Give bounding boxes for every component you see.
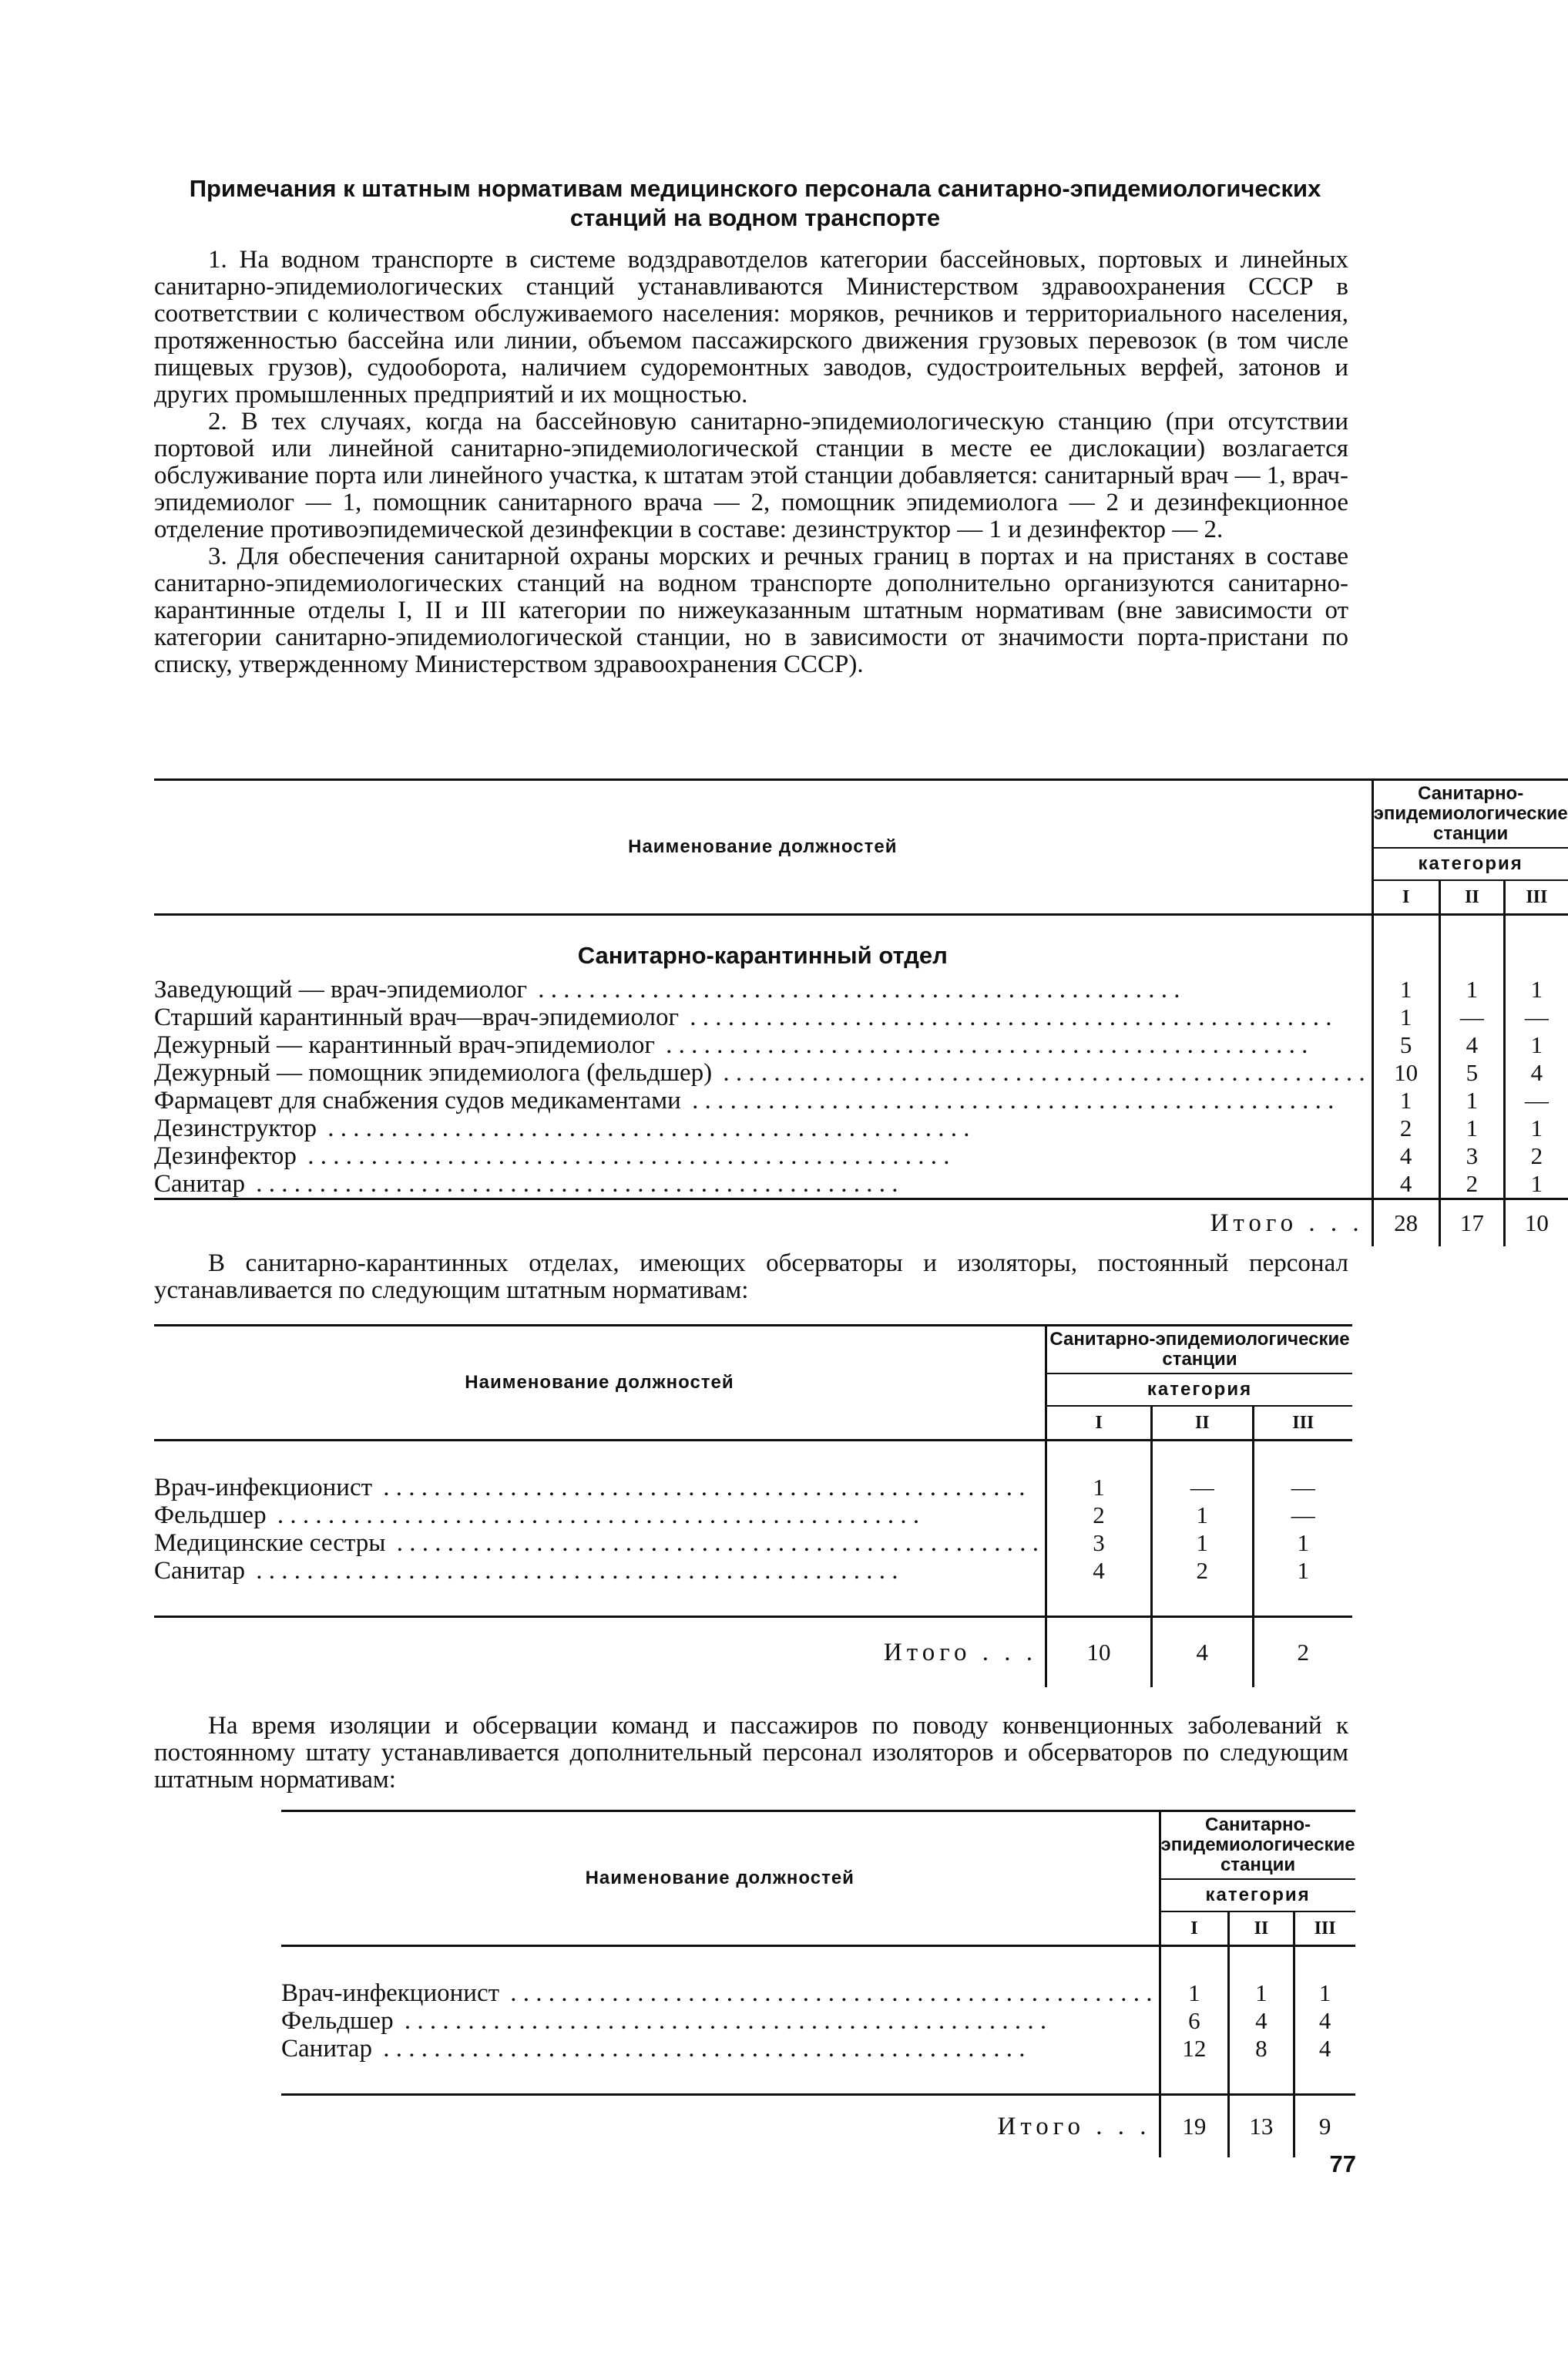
total-label: Итого	[883, 1638, 972, 1666]
total-cat-3: 2	[1253, 1617, 1352, 1688]
cell-cat-2: 1	[1152, 1501, 1254, 1529]
table-row	[154, 1087, 1568, 1115]
total-row: Итого . . . 10 4 2	[154, 1617, 1352, 1688]
cell-cat-2: 8	[1229, 2035, 1294, 2063]
cell-cat-1: 6	[1160, 2007, 1229, 2035]
position-name: Врач-инфекционист	[154, 1474, 377, 1501]
position-name: Старший карантинный врач—врач-эпидемиолог	[154, 1004, 683, 1031]
cell-cat-3: 1	[1294, 1979, 1355, 2007]
total-cat-3: 9	[1294, 2095, 1355, 2158]
table-row	[281, 2007, 1355, 2035]
table-row	[154, 1557, 1352, 1585]
column-header-category: категория	[1160, 1879, 1355, 1911]
column-header-stations: Санитарно-эпидемиологические станции	[1160, 1811, 1355, 1880]
table-row	[154, 1474, 1352, 1501]
cell-cat-3: 4	[1294, 2035, 1355, 2063]
total-cat-2: 17	[1439, 1199, 1504, 1247]
cell-cat-1: 10	[1372, 1059, 1439, 1087]
position-name: Фельдшер	[154, 1501, 271, 1529]
cell-cat-1: 5	[1372, 1031, 1439, 1059]
column-header-position: Наименование должностей	[154, 1326, 1046, 1441]
column-header-stations: Санитарно-эпидемиологические станции	[1046, 1326, 1352, 1374]
table-row	[154, 1059, 1568, 1087]
staff-table-observatories	[154, 1324, 1352, 1687]
total-cat-2: 4	[1152, 1617, 1254, 1688]
cell-cat-2: —	[1439, 1004, 1504, 1031]
paragraph-2: 2. В тех случаях, когда на бассейновую санитарно-эпидемиологическую станцию (при отсутствии портовой или линейной санитарно-эпидемиологической станции в месте ее дислокации) возлагается обслуживание порта или линейного участка, к штатам этой станции добавляется: санитарный врач — 1, врач-эпидемиолог — 1, помощник санитарного врача — 2, помощник эпидемиолога — 2 и дезинфекционное отделение противоэпидемической дезинфекции в составе: дезинструктор — 1 и дезинфектор — 2.	[154, 408, 1348, 543]
cell-cat-1: 1	[1372, 1087, 1439, 1115]
cell-cat-3: —	[1253, 1501, 1352, 1529]
cell-cat-1: 1	[1372, 976, 1439, 1004]
table-row	[154, 1031, 1568, 1059]
column-header-cat-3: III	[1504, 880, 1567, 915]
cell-cat-1: 3	[1046, 1529, 1151, 1557]
cell-cat-3: 2	[1504, 1142, 1567, 1170]
table-row	[154, 1529, 1352, 1557]
position-name: Дежурный — карантинный врач-эпидемиолог	[154, 1031, 660, 1059]
position-name: Фармацевт для снабжения судов медикаментами	[154, 1087, 686, 1115]
page-title: Примечания к штатным нормативам медицинского персонала санитарно-эпидемиологических станций на водном транспорте	[189, 175, 1321, 231]
column-header-cat-1: I	[1372, 880, 1439, 915]
table-row	[154, 1142, 1568, 1170]
notes-block	[154, 247, 1348, 678]
cell-cat-1: 4	[1046, 1557, 1151, 1585]
table-row	[154, 1170, 1568, 1199]
cell-cat-1: 1	[1372, 1004, 1439, 1031]
column-header-cat-1: I	[1160, 1911, 1229, 1946]
cell-cat-1: 1	[1046, 1474, 1151, 1501]
cell-cat-3: —	[1504, 1004, 1567, 1031]
staff-table-quarantine	[154, 778, 1568, 1246]
cell-cat-1: 4	[1372, 1142, 1439, 1170]
cell-cat-3: 1	[1504, 1115, 1567, 1142]
cell-cat-2: 5	[1439, 1059, 1504, 1087]
paragraph-4: В санитарно-карантинных отделах, имеющих обсерваторы и изоляторы, постоянный персонал устанавливается по следующим штатным нормативам:	[154, 1249, 1348, 1304]
cell-cat-2: 1	[1439, 1115, 1504, 1142]
table-row	[154, 1501, 1352, 1529]
cell-cat-3: 4	[1504, 1059, 1567, 1087]
cell-cat-3: 1	[1253, 1529, 1352, 1557]
column-header-category: категория	[1372, 848, 1568, 880]
total-row: Итого . . . 28 17 10	[154, 1199, 1568, 1247]
column-header-cat-2: II	[1152, 1406, 1254, 1441]
table-row	[154, 1004, 1568, 1031]
position-name: Медицинские сестры	[154, 1529, 390, 1557]
staff-table-isolators	[281, 1810, 1355, 2157]
total-row: Итого . . . 19 13 9	[281, 2095, 1355, 2158]
paragraph-5: На время изоляции и обсервации команд и пассажиров по поводу конвенционных заболеваний к постоянному штату устанавливается дополнительный персонал изоляторов и обсерваторов по следующим штатным нормативам:	[154, 1712, 1348, 1794]
position-name: Фельдшер	[281, 2007, 398, 2035]
column-header-cat-3: III	[1253, 1406, 1352, 1441]
column-header-cat-2: II	[1229, 1911, 1294, 1946]
notes-block-2	[154, 1250, 1348, 1304]
cell-cat-2: 4	[1229, 2007, 1294, 2035]
total-cat-1: 28	[1372, 1199, 1439, 1247]
section-title: Санитарно-карантинный отдел	[577, 942, 948, 969]
cell-cat-3: —	[1504, 1087, 1567, 1115]
cell-cat-2: 1	[1439, 1087, 1504, 1115]
column-header-category: категория	[1046, 1373, 1352, 1406]
column-header-cat-1: I	[1046, 1406, 1151, 1441]
cell-cat-1: 4	[1372, 1170, 1439, 1199]
column-header-cat-2: II	[1439, 880, 1504, 915]
table-row	[281, 1979, 1355, 2007]
column-header-stations: Санитарно-эпидемиологические станции	[1372, 780, 1568, 849]
cell-cat-1: 2	[1046, 1501, 1151, 1529]
notes-block-3	[154, 1713, 1348, 1794]
position-name: Санитар	[154, 1170, 250, 1198]
cell-cat-2: 2	[1152, 1557, 1254, 1585]
cell-cat-2: 2	[1439, 1170, 1504, 1199]
total-cat-2: 13	[1229, 2095, 1294, 2158]
table-row	[154, 976, 1568, 1004]
cell-cat-1: 1	[1160, 1979, 1229, 2007]
cell-cat-3: —	[1253, 1474, 1352, 1501]
total-cat-1: 10	[1046, 1617, 1151, 1688]
position-name: Заведующий — врач-эпидемиолог	[154, 976, 532, 1004]
cell-cat-1: 12	[1160, 2035, 1229, 2063]
cell-cat-3: 1	[1504, 1170, 1567, 1199]
total-label: Итого	[1210, 1209, 1298, 1237]
position-name: Дежурный — помощник эпидемиолога (фельдшер)	[154, 1059, 717, 1087]
cell-cat-2: 1	[1439, 976, 1504, 1004]
cell-cat-3: 1	[1504, 1031, 1567, 1059]
total-cat-1: 19	[1160, 2095, 1229, 2158]
paragraph-3: 3. Для обеспечения санитарной охраны морских и речных границ в портах и на пристанях в составе санитарно-эпидемиологических станций на водном транспорте дополнительно организуются санитарно-карантинные отделы I, II и III категории по нижеуказанным штатным нормативам (вне зависимости от категории санитарно-эпидемиологической станции, но в зависимости от значимости порта-пристани по списку, утвержденному Министерством здравоохранения СССР).	[154, 543, 1348, 678]
cell-cat-2: 1	[1152, 1529, 1254, 1557]
cell-cat-3: 4	[1294, 2007, 1355, 2035]
column-header-cat-3: III	[1294, 1911, 1355, 1946]
table-row	[154, 1115, 1568, 1142]
cell-cat-2: 1	[1229, 1979, 1294, 2007]
cell-cat-2: —	[1152, 1474, 1254, 1501]
position-name: Врач-инфекционист	[281, 1979, 504, 2007]
position-name: Дезинфектор	[154, 1142, 301, 1170]
page-number: 77	[1329, 2150, 1356, 2177]
cell-cat-1: 2	[1372, 1115, 1439, 1142]
total-cat-3: 10	[1504, 1199, 1567, 1247]
cell-cat-3: 1	[1253, 1557, 1352, 1585]
position-name: Санитар	[281, 2035, 377, 2063]
paragraph-1: 1. На водном транспорте в системе водздравотделов категории бассейновых, портовых и линейных санитарно-эпидемиологических станций устанавливаются Министерством здравоохранения СССР в соответствии с количеством обслуживаемого населения: моряков, речников и территориального населения, протяженностью бассейна или линии, объемом пассажирского движения грузовых перевозок (в том числе пищевых грузов), судооборота, наличием судоремонтных заводов, судостроительных верфей, затонов и других промышленных предприятий и их мощностью.	[154, 246, 1348, 409]
column-header-position: Наименование должностей	[154, 780, 1372, 915]
table-row	[281, 2035, 1355, 2063]
column-header-position: Наименование должностей	[281, 1811, 1160, 1946]
position-name: Санитар	[154, 1557, 250, 1585]
position-name: Дезинструктор	[154, 1115, 321, 1142]
cell-cat-3: 1	[1504, 976, 1567, 1004]
cell-cat-2: 3	[1439, 1142, 1504, 1170]
total-label: Итого	[997, 2112, 1086, 2140]
cell-cat-2: 4	[1439, 1031, 1504, 1059]
